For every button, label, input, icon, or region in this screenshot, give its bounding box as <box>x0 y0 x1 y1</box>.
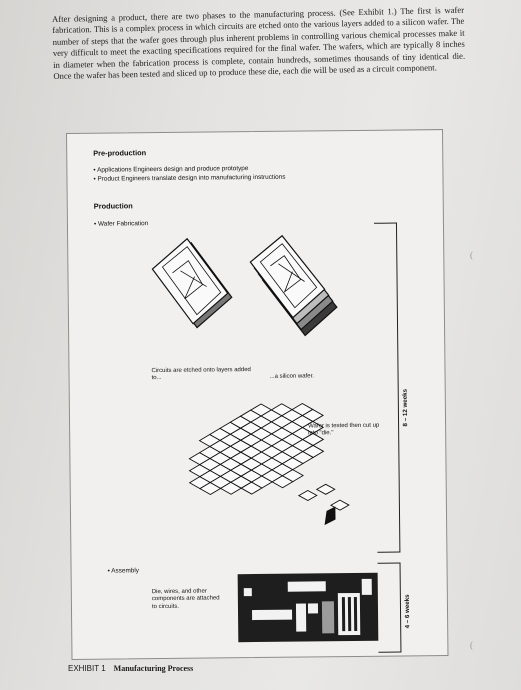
assembly-duration-bracket <box>378 563 402 653</box>
caption-assembly: Die, wires, and other components are attached to circuits. <box>151 588 220 610</box>
margin-mark: ( <box>470 250 473 260</box>
exhibit-title: Manufacturing Process <box>113 664 194 673</box>
caption-silicon-wafer: ...a silicon wafer. <box>269 373 314 380</box>
fabrication-duration-bracket <box>374 223 400 553</box>
exhibit-frame <box>66 129 448 660</box>
assembly-duration-label: 4 – 6 weeks <box>403 594 412 629</box>
preproduction-heading: Pre-production <box>93 148 147 158</box>
intro-paragraph: After designing a product, there are two phases to the manufacturing process. (See Exhibit 1.) The first is wafer fabrication. This is a complex process in which circuits are etched onto the various layers added to a silicon wafer. The number of steps that the wafer goes through plus inherent problems in controlling various chemical processes make it very difficult to meet the exacting specifications required for the final wafer. The wafers, which are typically 8 inches in diameter when the fabrication process is complete, contain hundreds, sometimes thousands of tiny identical die. Once the wafer has been tested and sliced up to produce these die, each die will be used as a circuit component. <box>52 4 466 82</box>
wafer-fabrication-bullet: • Wafer Fabrication <box>93 220 149 228</box>
circuit-layers-illustration <box>136 221 337 353</box>
margin-mark-lower: ( <box>470 640 473 650</box>
assembly-illustration <box>238 573 379 642</box>
production-heading: Production <box>93 201 133 211</box>
caption-wafer-tested: Wafer is tested then cut up into "die." <box>308 422 380 437</box>
preproduction-bullet-2: • Product Engineers translate design into manufacturing instructions <box>93 173 286 183</box>
assembly-bullet: • Assembly <box>107 567 139 575</box>
fabrication-duration-label: 8 – 12 weeks <box>401 388 410 427</box>
exhibit-caption <box>68 664 193 673</box>
caption-circuits-etched: Circuits are etched onto layers added to... <box>151 367 251 382</box>
preproduction-bullet-1: • Applications Engineers design and produce prototype <box>93 165 249 174</box>
exhibit-label: EXHIBIT 1 <box>68 664 106 673</box>
wafer-grid-illustration <box>148 393 350 545</box>
